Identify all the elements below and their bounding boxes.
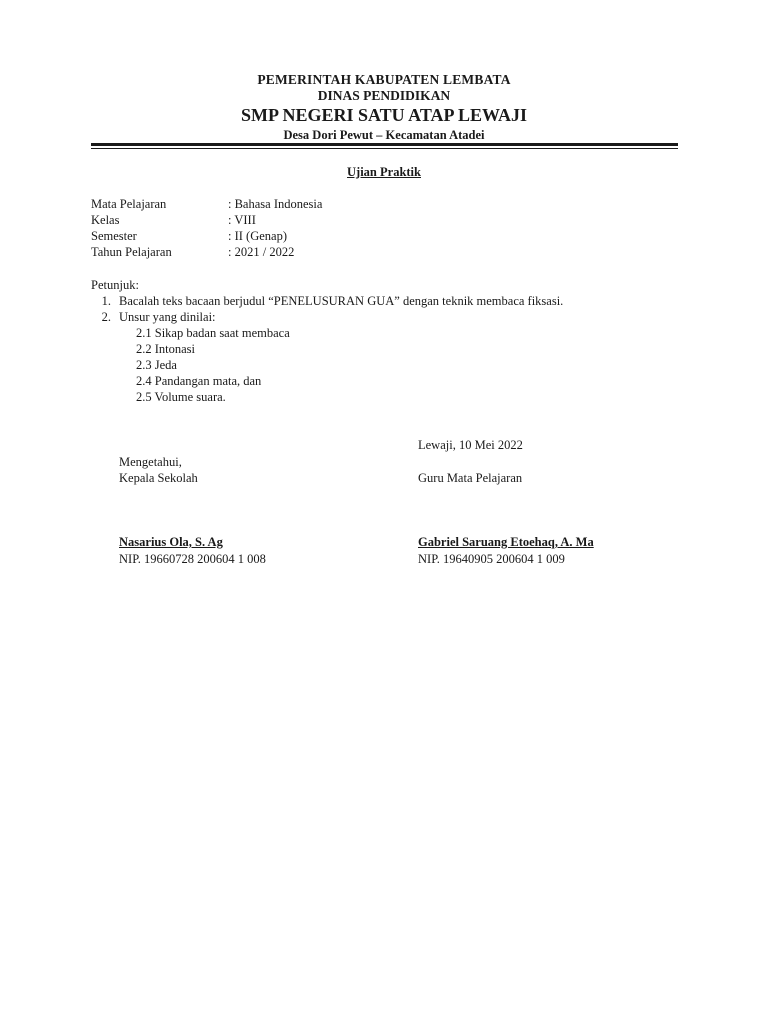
info-label: Semester	[91, 229, 137, 243]
instruction-item	[91, 293, 711, 309]
sub-item: 2.2 Intonasi	[136, 342, 196, 356]
info-label: Kelas	[91, 213, 120, 227]
header-divider-thick	[91, 143, 678, 146]
info-value: : 2021 / 2022	[228, 245, 295, 259]
list-text: Bacalah teks bacaan berjudul “PENELUSURAN GUA” dengan teknik membaca fiksasi.	[119, 294, 564, 308]
teacher-role: Guru Mata Pelajaran	[418, 471, 523, 485]
header-divider-thin	[91, 148, 678, 149]
sub-item: 2.4 Pandangan mata, dan	[136, 374, 262, 388]
instructions-heading: Petunjuk:	[91, 278, 139, 292]
principal-nip: NIP. 19660728 200604 1 008	[119, 552, 266, 566]
sub-item: 2.5 Volume suara.	[136, 390, 226, 404]
list-number: 2.	[101, 310, 111, 324]
header-government: PEMERINTAH KABUPATEN LEMBATA	[257, 72, 511, 87]
acknowledge-label: Mengetahui,	[119, 455, 182, 469]
teacher-name: Gabriel Saruang Etoehaq, A. Ma	[418, 535, 594, 549]
info-value: : Bahasa Indonesia	[228, 197, 323, 211]
list-text: Unsur yang dinilai:	[119, 310, 216, 324]
list-number: 1.	[101, 294, 111, 308]
document-title: Ujian Praktik	[347, 165, 421, 179]
sub-item: 2.1 Sikap badan saat membaca	[136, 326, 290, 340]
info-value: : II (Genap)	[228, 229, 287, 243]
principal-role: Kepala Sekolah	[119, 471, 198, 485]
principal-name: Nasarius Ola, S. Ag	[119, 535, 223, 549]
header-department: DINAS PENDIDIKAN	[317, 88, 451, 103]
info-value: : VIII	[228, 213, 256, 227]
info-label: Tahun Pelajaran	[91, 245, 172, 259]
header-address: Desa Dori Pewut – Kecamatan Atadei	[283, 128, 485, 142]
header-school-name: SMP NEGERI SATU ATAP LEWAJI	[240, 105, 528, 125]
instruction-item	[91, 309, 711, 325]
teacher-nip: NIP. 19640905 200604 1 009	[418, 552, 565, 566]
sub-item: 2.3 Jeda	[136, 358, 177, 372]
info-label: Mata Pelajaran	[91, 197, 167, 211]
place-date: Lewaji, 10 Mei 2022	[418, 438, 523, 452]
